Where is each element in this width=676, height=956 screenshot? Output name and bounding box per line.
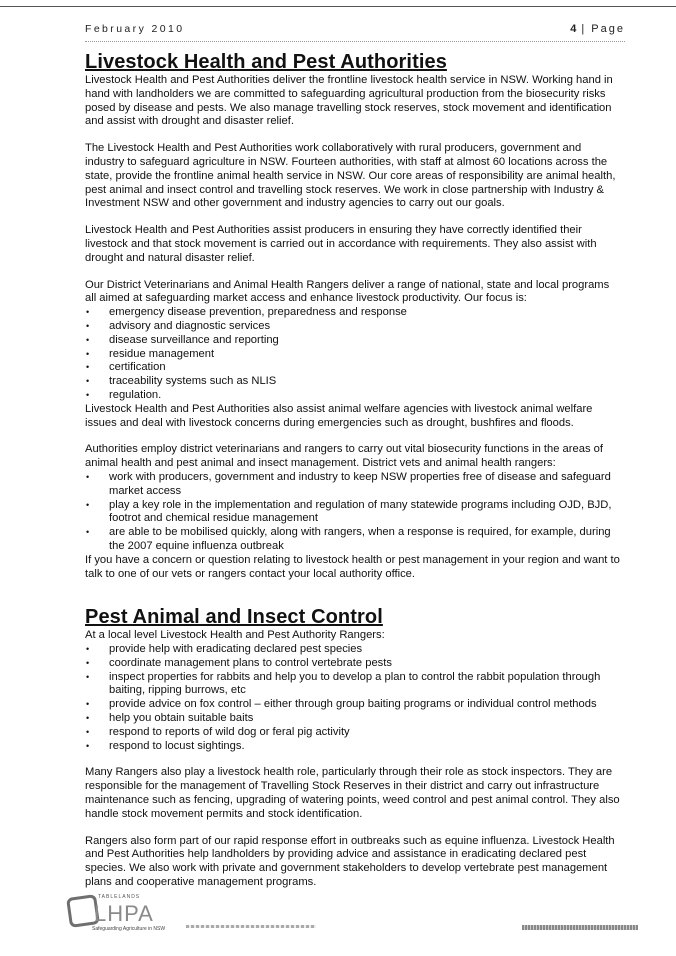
document-body — [85, 50, 623, 890]
vets-rangers-list — [85, 471, 623, 554]
bullet-icon: • — [86, 644, 90, 655]
header-page-number — [570, 23, 625, 35]
bullet-icon: • — [86, 348, 90, 359]
bullet-icon: • — [86, 499, 90, 510]
bullet-icon: • — [86, 362, 90, 373]
bullet-icon: • — [86, 389, 90, 400]
list-item: • inspect properties for rabbits and help you to develop a plan to control the rabbit population through baiting, ripping burrows, etc — [86, 670, 601, 697]
scan-top-border — [0, 6, 676, 7]
logo-small-text: TABLELANDS — [98, 894, 141, 900]
list-item: • residue management — [86, 347, 215, 360]
list-item: • regulation. — [86, 388, 162, 401]
bullet-icon: • — [86, 320, 90, 331]
list-item: • certification — [86, 361, 166, 374]
rangers-list — [85, 643, 623, 753]
focus-list — [85, 306, 623, 403]
list-item: • provide help with eradicating declared pest species — [86, 643, 363, 656]
list-item: • help you obtain suitable baits — [86, 712, 254, 725]
page-header — [85, 23, 625, 39]
paragraph: Livestock Health and Pest Authorities deliver the frontline livestock health service in NSW. Working hand in hand with landholders we are committed to safeguarding agricultural production from the biosecurity risks posed by disease and pests. We also manage travelling stock reserves, stock movement and identification and assist with drought and disaster relief. — [85, 74, 613, 128]
bullet-icon: • — [86, 376, 90, 387]
list-item: • work with producers, government and industry to keep NSW properties free of disease and safeguard market access — [86, 470, 611, 497]
bullet-icon: • — [86, 307, 90, 318]
section-heading: Pest Animal and Insect Control — [85, 606, 383, 629]
header-divider — [85, 41, 625, 43]
page-number: 4 — [570, 23, 577, 35]
paragraph: Many Rangers also play a livestock health role, particularly through their role as stock inspectors. They are responsible for the management of Travelling Stock Reserves in their district and carry out infrastructure maintenance such as fencing, upgrading of watering points, weed control and pest animal control. They also handle stock movement permits and stock identification. — [85, 766, 620, 820]
bullet-icon: • — [86, 740, 90, 751]
header-date: February 2010 — [85, 23, 185, 35]
list-item: • play a key role in the implementation and regulation of many statewide programs including OJD, BJD, footrot and chemical residue management — [86, 498, 612, 525]
paragraph: Authorities employ district veterinarians and rangers to carry out vital biosecurity functions in the areas of animal health and pest animal and insect management. District vets and animal health rangers: — [85, 443, 603, 470]
scan-artifact — [522, 925, 638, 930]
list-item: • provide advice on fox control – either through group baiting programs or individual control methods — [86, 698, 597, 711]
bullet-icon: • — [86, 671, 90, 682]
logo-text: LHPA — [94, 901, 154, 926]
lhpa-logo — [64, 893, 174, 937]
scan-artifact — [186, 925, 316, 928]
paragraph: Our District Veterinarians and Animal Health Rangers deliver a range of national, state and local programs all aimed at safeguarding market access and enhance livestock productivity. Our focus is: — [85, 278, 610, 305]
list-item: • disease surveillance and reporting — [86, 333, 279, 346]
section-livestock-health — [85, 50, 623, 581]
section-pest-control — [85, 605, 623, 890]
bullet-icon: • — [86, 471, 90, 482]
list-item: • traceability systems such as NLIS — [86, 375, 277, 388]
bullet-icon: • — [86, 699, 90, 710]
paragraph: Livestock Health and Pest Authorities assist producers in ensuring they have correctly identified their livestock and that stock movement is carried out in accordance with requirements. They also assist with drought and natural disaster relief. — [85, 224, 597, 264]
list-item: • are able to be mobilised quickly, along with rangers, when a response is required, for example, during the 2007 equine influenza outbreak — [86, 526, 611, 552]
paragraph: At a local level Livestock Health and Pest Authority Rangers: — [85, 629, 385, 642]
list-item: • coordinate management plans to control vertebrate pests — [86, 656, 392, 669]
bullet-icon: • — [86, 334, 90, 345]
list-item: • advisory and diagnostic services — [86, 319, 271, 332]
bullet-icon: • — [86, 713, 90, 724]
logo-tagline: Safeguarding Agriculture in NSW — [92, 926, 166, 932]
list-item: • emergency disease prevention, preparedness and response — [86, 306, 407, 319]
paragraph: Livestock Health and Pest Authorities also assist animal welfare agencies with livestock animal welfare issues and deal with livestock concerns during emergencies such as drought, bushfires and floods. — [85, 402, 593, 429]
paragraph: Rangers also form part of our rapid response effort in outbreaks such as equine influenza. Livestock Health and Pest Authorities help landholders by providing advice and assistance in eradicating declared pest species. We also work with private and government stakeholders to develop vertebrate pest management plans and cooperative management programs. — [85, 834, 615, 889]
paragraph: If you have a concern or question relating to livestock health or pest management in your region and want to talk to one of our vets or rangers contact your local authority office. — [85, 553, 620, 580]
bullet-icon: • — [86, 527, 90, 538]
list-item: • respond to reports of wild dog or feral pig activity — [86, 725, 350, 738]
bullet-icon: • — [86, 657, 90, 668]
paragraph: The Livestock Health and Pest Authorities work collaboratively with rural producers, government and industry to safeguard agriculture in NSW. Fourteen authorities, with staff at almost 60 locations across the state, provide the frontline animal health service in NSW. Our core areas of responsibility are animal health, pest animal and insect control and travelling stock reserves. We work in close partnership with Industry & Investment NSW and other government and industry agencies to carry out our goals. — [85, 142, 616, 210]
bullet-icon: • — [86, 726, 90, 737]
section-heading: Livestock Health and Pest Authorities — [85, 51, 447, 73]
page-label: | Page — [581, 23, 625, 35]
list-item: • respond to locust sightings. — [86, 739, 245, 752]
